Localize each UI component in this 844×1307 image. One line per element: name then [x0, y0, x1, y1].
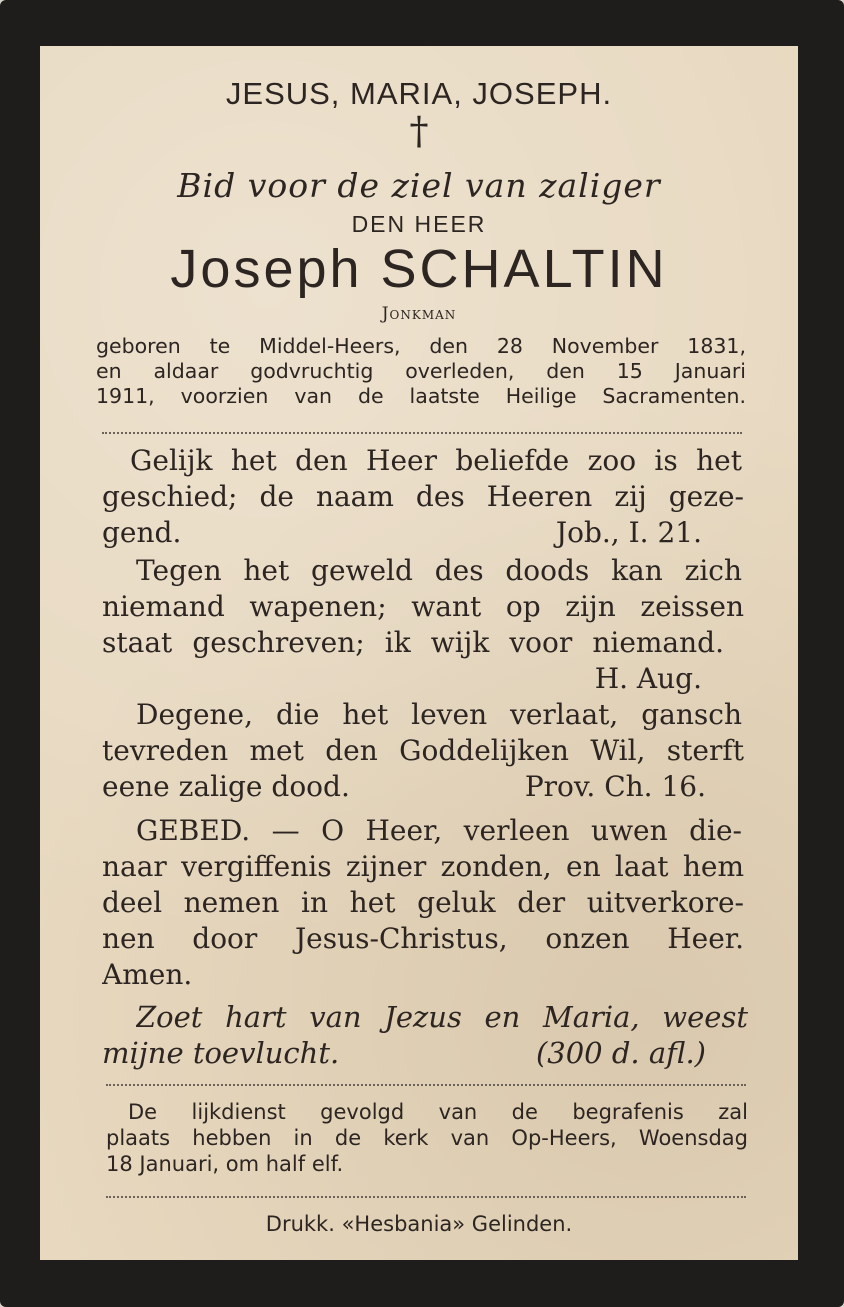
- quote-prov-line: Degene, die het leven verlaat, gansch: [136, 698, 742, 731]
- prayer-line: deel nemen in het geluk der uitverkore-: [102, 886, 744, 919]
- invocation-line: mijne toevlucht.: [102, 1036, 340, 1070]
- quote-prov-source: Prov. Ch. 16.: [524, 770, 706, 803]
- dotted-divider: [106, 1084, 746, 1086]
- printer-imprint: Drukk. «Hesbania» Gelinden.: [265, 1212, 573, 1236]
- title-prefix: DEN HEER: [351, 211, 487, 237]
- funeral-line: 18 Januari, om half elf.: [106, 1152, 344, 1176]
- quote-job-line: geschied; de naam des Heeren zij geze-: [102, 480, 744, 513]
- quote-aug-line: Tegen het geweld des doods kan zich: [136, 554, 742, 587]
- biography-line: en aldaar godvruchtig overleden, den 15 Januari: [96, 359, 746, 383]
- dotted-divider: [106, 1196, 746, 1198]
- cross-icon: †: [409, 112, 429, 150]
- deceased-name: Joseph SCHALTIN: [170, 239, 668, 299]
- header-invocation: JESUS, MARIA, JOSEPH.: [225, 76, 613, 111]
- dotted-divider: [102, 432, 742, 434]
- quote-aug-line: niemand wapenen; want op zijn zeissen: [102, 590, 744, 623]
- quote-job-line: gend.: [102, 516, 182, 549]
- marital-status: Jonkman: [381, 304, 457, 324]
- funeral-line: De lijkdienst gevolgd van de begrafenis zal: [128, 1100, 748, 1124]
- prayer-amen: Amen.: [102, 958, 193, 991]
- prayer-line: GEBED. — O Heer, verleen uwen die-: [136, 814, 742, 847]
- prayer-line: nen door Jesus-Christus, onzen Heer.: [102, 922, 744, 955]
- prayer-line: naar vergiffenis zijner zonden, en laat hem: [102, 850, 744, 883]
- quote-prov-line: tevreden met den Goddelijken Wil, sterft: [102, 734, 744, 767]
- biography-line: 1911, voorzien van de laatste Heilige Sacramenten.: [96, 384, 746, 408]
- quote-job-source: Job., I. 21.: [555, 516, 702, 549]
- card-paper: [40, 46, 798, 1260]
- quote-job-line: Gelijk het den Heer beliefde zoo is het: [130, 444, 742, 477]
- funeral-line: plaats hebben in de kerk van Op-Heers, Woensdag: [106, 1126, 748, 1150]
- indulgence-note: (300 d. afl.): [535, 1036, 706, 1070]
- quote-aug-source: H. Aug.: [594, 662, 702, 695]
- quote-prov-line: eene zalige dood.: [102, 770, 350, 803]
- quote-aug-line: staat geschreven; ik wijk voor niemand.: [102, 626, 724, 659]
- prayer-request: Bid voor de ziel van zaliger: [177, 166, 661, 205]
- biography-line: geboren te Middel-Heers, den 28 November 1831,: [96, 334, 746, 358]
- invocation-line: Zoet hart van Jezus en Maria, weest: [136, 1000, 748, 1034]
